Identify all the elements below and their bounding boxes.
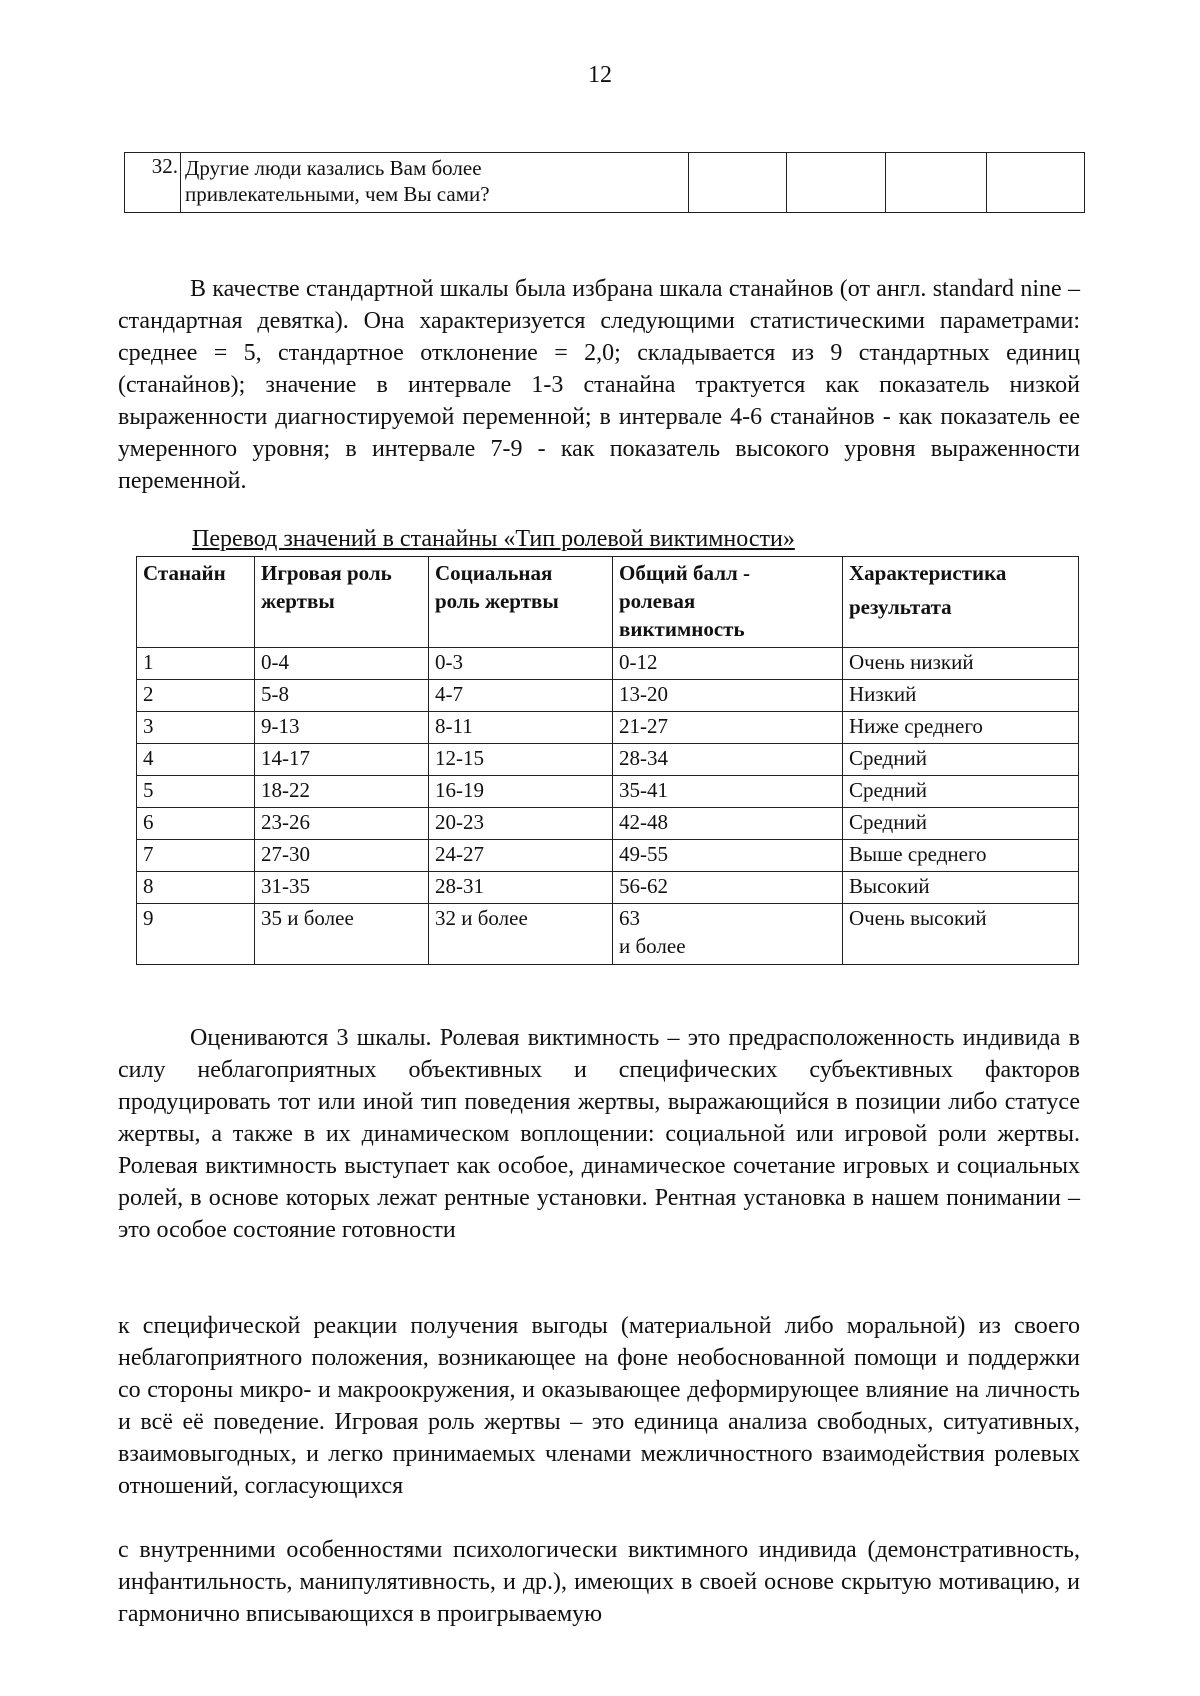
intro-paragraph-text: В качестве стандартной шкалы была избрана шкала станайнов (от англ. standard nine – стандартная девятка). Она характеризуется следующими статистическими параметрами: среднее = 5, стандартное отклонение = 2,0; складывается из 9 стандартных единиц (станайнов); значение в интервале 1-3 станайна трактуется как показатель низкой выраженности диагностируемой переменной; в интервале 4-6 станайнов - как показатель ее умеренного уровня; в интервале 7-9 - как показатель высокого уровня выраженности переменной. bbox=[118, 276, 1080, 494]
table-cell: 3 bbox=[137, 712, 255, 744]
table-cell: 8 bbox=[137, 872, 255, 904]
column-header: Станайн bbox=[137, 557, 255, 648]
body-paragraph-text: с внутренними особенностями психологически виктимного индивида (демонстративность, инфантильность, манипулятивность, и др.), имеющих в своей основе скрытую мотивацию, и гармонично вписывающихся в проигрываемую bbox=[118, 1537, 1080, 1627]
answer-cell bbox=[689, 153, 787, 213]
table-cell: 0-3 bbox=[429, 648, 613, 680]
table-cell: 42-48 bbox=[613, 808, 843, 840]
table-cell: 0-12 bbox=[613, 648, 843, 680]
header-line: жертвы bbox=[261, 589, 335, 613]
cell-line: 63 bbox=[619, 906, 640, 930]
question-line: Другие люди казались Вам более bbox=[185, 156, 482, 180]
table-cell: 32 и более bbox=[429, 904, 613, 965]
table-cell: Высокий bbox=[843, 872, 1079, 904]
table-row bbox=[137, 904, 1079, 965]
page-number: 12 bbox=[588, 62, 612, 88]
table-cell: 4-7 bbox=[429, 680, 613, 712]
table-cell: 0-4 bbox=[255, 648, 429, 680]
table-cell: Выше среднего bbox=[843, 840, 1079, 872]
question-text bbox=[181, 153, 689, 213]
table-row bbox=[137, 744, 1079, 776]
table-cell: 5 bbox=[137, 776, 255, 808]
column-header bbox=[255, 557, 429, 648]
table-row bbox=[137, 808, 1079, 840]
table-cell: 2 bbox=[137, 680, 255, 712]
table-cell: 6 bbox=[137, 808, 255, 840]
table-cell: Очень высокий bbox=[843, 904, 1079, 965]
table-cell: 5-8 bbox=[255, 680, 429, 712]
intro-paragraph bbox=[118, 273, 1080, 497]
table-cell: Средний bbox=[843, 744, 1079, 776]
table-cell: Низкий bbox=[843, 680, 1079, 712]
table-row bbox=[137, 648, 1079, 680]
table-cell: 9-13 bbox=[255, 712, 429, 744]
column-header bbox=[613, 557, 843, 648]
body-paragraph bbox=[118, 1022, 1080, 1246]
table-cell: 20-23 bbox=[429, 808, 613, 840]
body-paragraph bbox=[118, 1534, 1080, 1630]
stanine-table bbox=[136, 556, 1079, 965]
body-paragraph-text: к специфической реакции получения выгоды (материальной либо моральной) из своего неблагоприятного положения, возникающее на фоне необоснованной помощи и поддержки со стороны микро- и макроокружения, и оказывающее деформирующее влияние на личность и всё её поведение. Игровая роль жертвы – это единица анализа свободных, ситуативных, взаимовыгодных, и легко принимаемых членами межличностного взаимодействия ролевых отношений, согласующихся bbox=[118, 1313, 1080, 1499]
table-row bbox=[137, 712, 1079, 744]
header-line: Общий балл - bbox=[619, 561, 751, 585]
header-line: Социальная bbox=[435, 561, 553, 585]
table-cell: Средний bbox=[843, 808, 1079, 840]
table-cell: 12-15 bbox=[429, 744, 613, 776]
table-cell: 23-26 bbox=[255, 808, 429, 840]
answer-cell bbox=[886, 153, 987, 213]
table-row bbox=[137, 840, 1079, 872]
answer-cell bbox=[787, 153, 886, 213]
table-cell: 28-31 bbox=[429, 872, 613, 904]
table-cell: 28-34 bbox=[613, 744, 843, 776]
table-cell: 14-17 bbox=[255, 744, 429, 776]
answer-cell bbox=[987, 153, 1085, 213]
header-line: Игровая роль bbox=[261, 561, 392, 585]
table-cell: 35 и более bbox=[255, 904, 429, 965]
questionnaire-table bbox=[124, 152, 1085, 213]
table-cell: 16-19 bbox=[429, 776, 613, 808]
table-cell: 56-62 bbox=[613, 872, 843, 904]
table-row bbox=[137, 776, 1079, 808]
table-row bbox=[137, 680, 1079, 712]
header-line: роль жертвы bbox=[435, 589, 559, 613]
table-cell: Средний bbox=[843, 776, 1079, 808]
table-row bbox=[125, 153, 1085, 213]
table-cell: 35-41 bbox=[613, 776, 843, 808]
header-line: виктимность bbox=[619, 617, 745, 641]
table-cell: 49-55 bbox=[613, 840, 843, 872]
body-paragraph bbox=[118, 1310, 1080, 1502]
table-cell: 21-27 bbox=[613, 712, 843, 744]
table-cell: 27-30 bbox=[255, 840, 429, 872]
table-cell: 1 bbox=[137, 648, 255, 680]
table-cell: 8-11 bbox=[429, 712, 613, 744]
table-row bbox=[137, 872, 1079, 904]
table-cell: 13-20 bbox=[613, 680, 843, 712]
table-cell: 24-27 bbox=[429, 840, 613, 872]
header-line: Характеристика bbox=[849, 561, 1007, 585]
header-line: результата bbox=[849, 595, 952, 619]
table-cell: 4 bbox=[137, 744, 255, 776]
header-line: ролевая bbox=[619, 589, 696, 613]
column-header bbox=[429, 557, 613, 648]
cell-line: и более bbox=[619, 934, 686, 958]
table-cell: 31-35 bbox=[255, 872, 429, 904]
table-cell: 7 bbox=[137, 840, 255, 872]
table-cell: Очень низкий bbox=[843, 648, 1079, 680]
question-number: 32. bbox=[125, 153, 181, 213]
table-cell: 18-22 bbox=[255, 776, 429, 808]
column-header bbox=[843, 557, 1079, 648]
question-line: привлекательными, чем Вы сами? bbox=[185, 182, 490, 206]
table-cell bbox=[613, 904, 843, 965]
table-cell: Ниже среднего bbox=[843, 712, 1079, 744]
body-paragraph-text: Оцениваются 3 шкалы. Ролевая виктимность – это предрасположенность индивида в силу неблагоприятных объективных и специфических субъективных факторов продуцировать тот или иной тип поведения жертвы, выражающийся в позиции либо статусе жертвы, а также в их динамическом воплощении: социальной или игровой роли жертвы. Ролевая виктимность выступает как особое, динамическое сочетание игровых и социальных ролей, в основе которых лежат рентные установки. Рентная установка в нашем понимании – это особое состояние готовности bbox=[118, 1025, 1080, 1243]
table-cell: 9 bbox=[137, 904, 255, 965]
table-header-row bbox=[137, 557, 1079, 648]
table-caption: Перевод значений в станайны «Тип ролевой виктимности» bbox=[192, 526, 795, 552]
